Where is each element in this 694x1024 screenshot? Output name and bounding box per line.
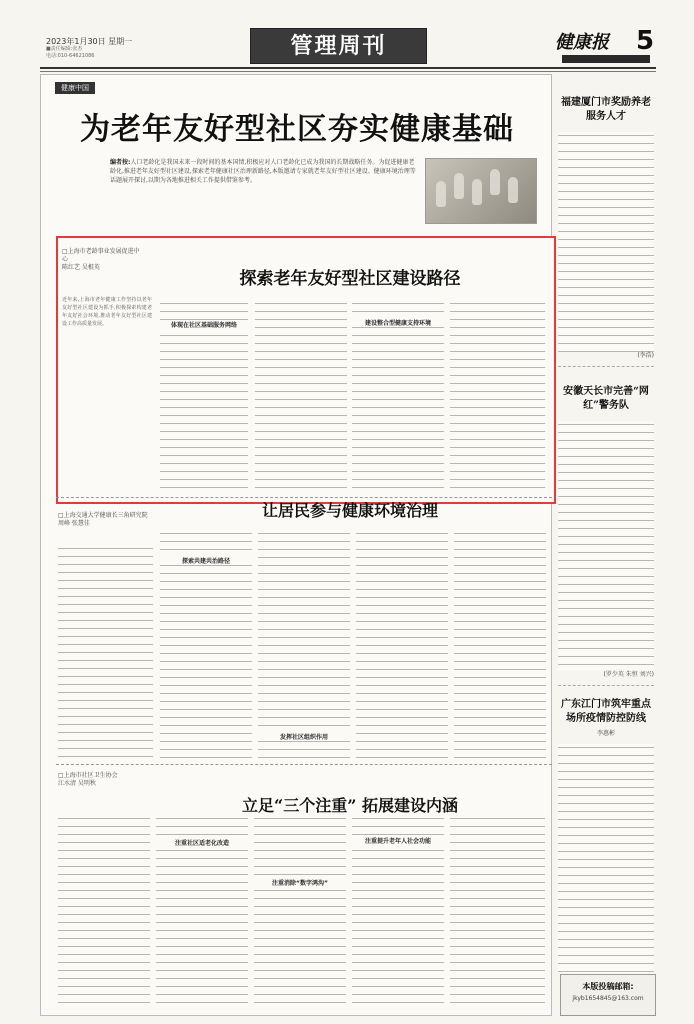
article-3-subhead: 注重消除“数字鸿沟” bbox=[254, 878, 346, 887]
article-2-subhead: 探索共建共治路径 bbox=[160, 556, 252, 565]
article-divider bbox=[56, 764, 552, 765]
article-1-title: 探索老年友好型社区建设路径 bbox=[239, 269, 461, 289]
header-rule-thin bbox=[40, 71, 656, 72]
phone-line: 电话:010-64621086 bbox=[46, 53, 95, 59]
article-1-subhead: 建设整合型健康支持环境 bbox=[352, 318, 444, 327]
header-rule bbox=[40, 67, 656, 69]
article-2-subhead: 发挥社区组织作用 bbox=[258, 732, 350, 741]
article-3-byline bbox=[58, 772, 138, 788]
sidebar-item-3-title: 广东江门市筑牢重点场所疫情防控防线 bbox=[561, 699, 651, 724]
page-number: 5 bbox=[636, 26, 655, 56]
article-3-column bbox=[254, 815, 346, 1010]
sidebar-item-3-reporter: 李惠彬 bbox=[596, 730, 615, 737]
sidebar-item-1-body bbox=[558, 132, 654, 352]
article-3-column bbox=[450, 815, 545, 1010]
sidebar-divider bbox=[558, 685, 654, 686]
author-affiliation: □上海交通大学健康长三角研究院 bbox=[58, 512, 148, 519]
article-1-column bbox=[352, 300, 444, 490]
article-3-title: 立足“三个注重” 拓展建设内涵 bbox=[242, 796, 458, 815]
editor-note bbox=[110, 158, 420, 222]
article-2-column bbox=[258, 530, 350, 760]
hand-shape bbox=[436, 181, 446, 207]
hand-shape bbox=[490, 169, 500, 195]
sidebar-divider bbox=[558, 366, 654, 367]
hand-shape bbox=[508, 177, 518, 203]
editor-line: ■责任编辑:张杰 bbox=[46, 46, 83, 52]
author-names: 江水清 吴明秋 bbox=[58, 780, 96, 787]
hand-shape bbox=[454, 173, 464, 199]
author-names: 周峰 张慧佳 bbox=[58, 520, 90, 527]
author-affiliation: □上海市老龄事业发展促进中心 bbox=[62, 248, 140, 263]
author-names: 陈红艺 吴根英 bbox=[62, 264, 100, 271]
article-1-intro: 近年来,上海市老年健康工作坚持以老年友好型社区建设为抓手,积极探索构建老年友好社会环境,推动老年友好型社区建设工作高质量发展。 bbox=[62, 297, 152, 327]
editor-info bbox=[46, 46, 94, 60]
submission-box bbox=[560, 974, 656, 1016]
article-1-subhead: 体现在社区基础服务网络 bbox=[160, 320, 248, 329]
article-2-title: 让居民参与健康环境治理 bbox=[261, 501, 438, 520]
editor-note-text: 人口老龄化是我国未来一段时间的基本国情,积极应对人口老龄化已成为我国的长期战略任务。为促进健康老龄化,推进老年友好型社区建设,探索老年健康社区治理新路径,本版邀请专家就老年友好型社区建设、健康环境治理等话题展开探讨,以期为各地推进相关工作提供借鉴参考。 bbox=[110, 159, 416, 184]
article-1-byline bbox=[62, 248, 142, 272]
article-3-subhead: 注重社区适老化改造 bbox=[156, 838, 248, 847]
sidebar-item-1-reporter: (李浩) bbox=[637, 352, 654, 359]
article-2-byline bbox=[58, 512, 148, 528]
article-1-column bbox=[255, 300, 347, 490]
brand-bar bbox=[562, 55, 650, 63]
article-1-column bbox=[450, 300, 545, 490]
article-2-column bbox=[454, 530, 546, 760]
author-affiliation: □上海市社区卫生协会 bbox=[58, 772, 118, 779]
newspaper-brand: 健康报 bbox=[555, 32, 609, 53]
sidebar-item-1-title: 福建厦门市奖励养老服务人才 bbox=[561, 97, 651, 122]
masthead-text: 管理周刊 bbox=[290, 33, 387, 59]
article-3-column bbox=[58, 815, 150, 1010]
editor-note-label: 编者按: bbox=[110, 159, 131, 166]
sidebar-item-3-body bbox=[558, 744, 654, 974]
submission-email[interactable]: jkyb1654845@163.com bbox=[572, 995, 644, 1002]
feature-headline: 为老年友好型社区夯实健康基础 bbox=[80, 112, 514, 147]
sidebar-item-2-body bbox=[558, 421, 654, 671]
sidebar-item-2-reporter: (罗少英 朱恒 刘兴) bbox=[603, 671, 654, 678]
article-3-subhead: 注重提升老年人社会功能 bbox=[352, 836, 444, 845]
raised-hands-photo bbox=[425, 158, 537, 224]
article-2-column bbox=[356, 530, 448, 760]
news-sidebar bbox=[558, 86, 654, 1016]
section-tag: 健康中国 bbox=[55, 82, 95, 94]
submission-label: 本版投稿邮箱: bbox=[582, 982, 634, 991]
hand-shape bbox=[472, 179, 482, 205]
article-2-column bbox=[58, 545, 153, 760]
issue-date: 2023年1月30日 星期一 bbox=[46, 37, 133, 46]
sidebar-item-2-title: 安徽天长市完善“网红”警务队 bbox=[563, 386, 649, 411]
section-masthead bbox=[250, 28, 427, 64]
